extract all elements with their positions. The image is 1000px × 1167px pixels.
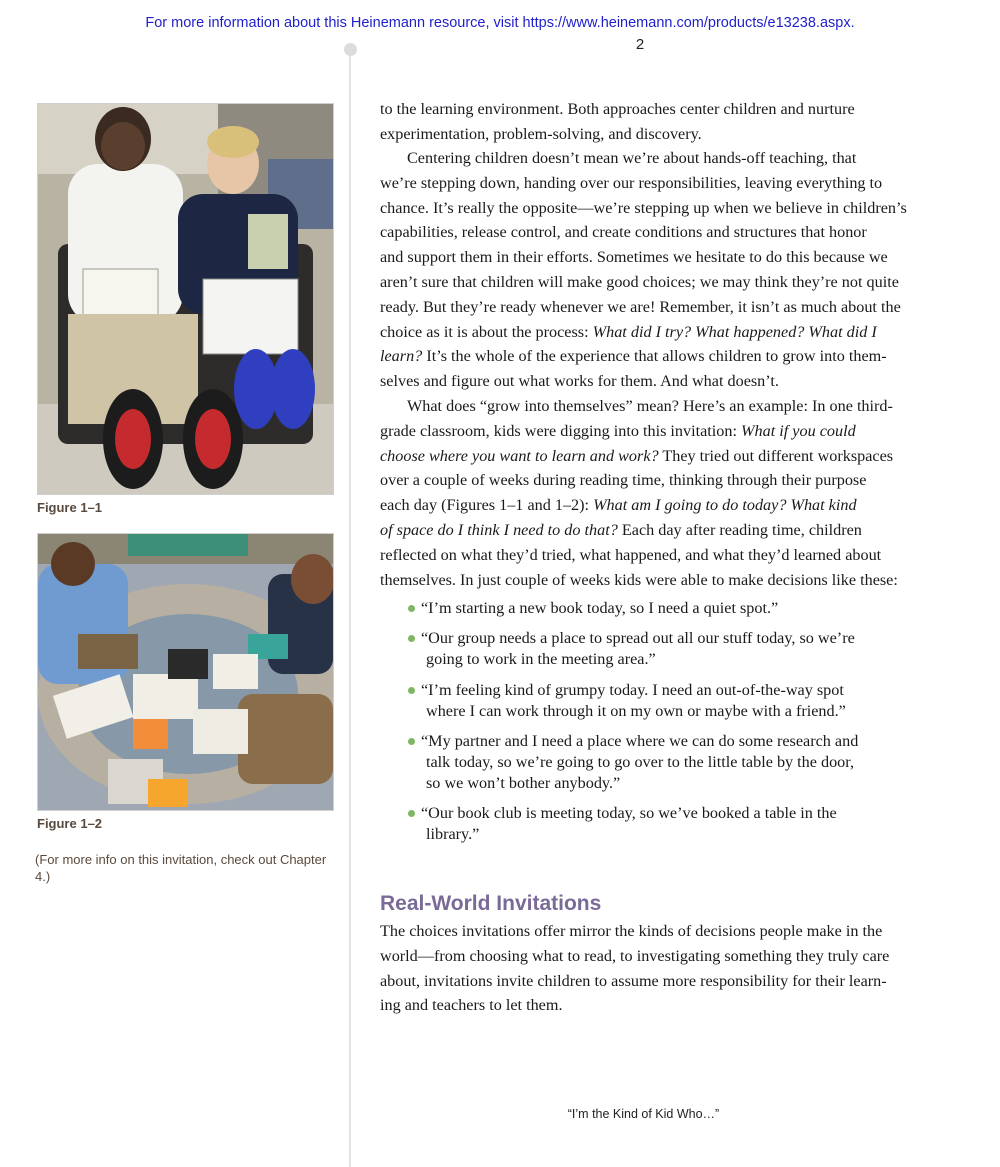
italic-question: of space do I think I need to do that? [380, 520, 618, 539]
italic-question: choose where you want to learn and work? [380, 446, 659, 465]
running-footer: “I’m the Kind of Kid Who…” [567, 1107, 720, 1121]
body-line: we’re stepping down, handing over our responsibilities, leaving everything to [380, 173, 883, 192]
list-line: “My partner and I need a place where we can do some research and [421, 732, 859, 750]
body-line: to the learning environment. Both approaches center children and nurture [380, 100, 855, 118]
sidebar-note: (For more info on this invitation, check out Chapter 4.) [35, 852, 327, 884]
list-line: “I’m feeling kind of grumpy today. I need an out-of-the-way spot [421, 681, 844, 699]
list-item-text [421, 680, 846, 722]
page-number: 2 [635, 36, 645, 53]
list-line: “Our book club is meeting today, so we’ve booked a table in the [421, 804, 837, 822]
body-line: and support them in their efforts. Sometimes we hesitate to do this because we [380, 248, 888, 267]
body-line [380, 320, 920, 345]
bullet-dot [408, 605, 415, 612]
body-line: What does “grow into themselves” mean? Here’s an example: In one third- [407, 397, 893, 415]
bullet-dot [408, 810, 415, 817]
body-text: It’s the whole of the experience that allows children to grow into them- [422, 347, 887, 366]
column-divider [349, 50, 351, 1167]
figure-1-2-photo [37, 533, 334, 811]
list-line: “Our group needs a place to spread out all our stuff today, so we’re [421, 629, 855, 647]
list-line: talk today, so we’re going to go over to the little table by the door, [426, 753, 855, 771]
body-text: They tried out different workspaces [658, 446, 894, 465]
section-heading: Real-World Invitations [380, 892, 602, 915]
body-text: each day (Figures 1–1 and 1–2): [380, 496, 594, 515]
body-line: The choices invitations offer mirror the kinds of decisions people make in the [380, 922, 883, 940]
italic-question: What am I going to do today? What kind [593, 496, 857, 515]
italic-question: What if you could [741, 421, 856, 440]
body-line [380, 444, 920, 469]
body-line [380, 344, 920, 369]
body-line: ing and teachers to let them. [380, 996, 563, 1015]
figure-1-1-caption: Figure 1–1 [37, 500, 103, 515]
body-line: reflected on what they’d tried, what happened, and what they’d learned about [380, 545, 882, 564]
body-line: Centering children doesn’t mean we’re about hands-off teaching, that [407, 149, 857, 167]
body-paragraph-2 [380, 146, 920, 394]
body-line: chance. It’s really the opposite—we’re stepping up when we believe in children’s [380, 198, 907, 217]
list-line: library.” [426, 825, 480, 843]
bullet-dot [408, 687, 415, 694]
body-paragraph-3 [380, 394, 920, 592]
body-line [380, 493, 920, 518]
italic-question: What did I try? What happened? What did I [592, 322, 877, 341]
list-item-text [421, 598, 778, 619]
figure-1-1-photo [37, 103, 334, 495]
list-line: so we won’t bother anybody.” [426, 774, 621, 792]
list-item-text [421, 628, 855, 670]
body-line: experimentation, problem-solving, and discovery. [380, 124, 702, 143]
bullet-dot [408, 738, 415, 745]
body-line [380, 518, 920, 543]
body-text: grade classroom, kids were digging into this invitation: [380, 421, 742, 440]
list-line: “I’m starting a new book today, so I need a quiet spot.” [421, 599, 779, 617]
resource-info-link[interactable]: For more information about this Heinemann resource, visit https://www.heinemann.com/products/e13238.aspx. [145, 15, 855, 31]
body-paragraph-1 [380, 97, 920, 147]
list-line: where I can work through it on my own or maybe with a friend.” [426, 702, 846, 720]
body-text: Each day after reading time, children [617, 520, 862, 539]
italic-question: learn? [380, 347, 423, 366]
figure-1-2-caption: Figure 1–2 [37, 816, 103, 831]
body-text: choice as it is about the process: [380, 322, 593, 341]
body-line: ready. But they’re ready whenever we are! Remember, it isn’t as much about the [380, 297, 901, 316]
body-line: about, invitations invite children to assume more responsibility for their learn- [380, 971, 887, 990]
body-line: over a couple of weeks during reading time, thinking through their purpose [380, 471, 867, 490]
body-line: world—from choosing what to read, to investigating something they truly care [380, 946, 890, 965]
body-line: capabilities, release control, and create conditions and structures that honor [380, 223, 867, 242]
list-item-text [421, 803, 837, 845]
divider-dot [344, 43, 357, 56]
body-line [380, 419, 920, 444]
list-line: going to work in the meeting area.” [426, 650, 656, 668]
body-line: selves and figure out what works for them. And what doesn’t. [380, 372, 779, 391]
list-item-text [421, 731, 858, 794]
body-line: aren’t sure that children will make good choices; we may think they’re not quite [380, 272, 899, 291]
bullet-dot [408, 635, 415, 642]
body-line: themselves. In just couple of weeks kids were able to make decisions like these: [380, 570, 898, 589]
section-paragraph [380, 919, 920, 1018]
